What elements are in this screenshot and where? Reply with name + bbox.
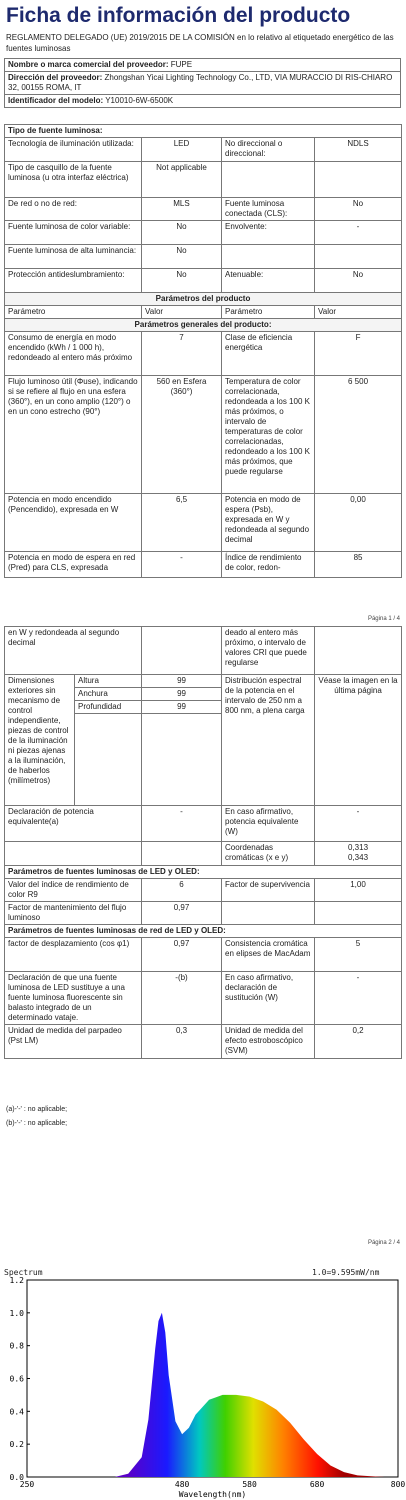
- y-tick-label: 0.6: [9, 1374, 24, 1384]
- cell: -(b): [142, 972, 222, 1025]
- supplier-table: [4, 58, 401, 108]
- cell: factor de desplazamiento (cos φ1): [5, 938, 142, 972]
- general-heading: Parámetros generales del producto:: [5, 319, 402, 332]
- chart-title: Spectrum: [4, 1268, 43, 1277]
- equiv-label: Declaración de potencia equivalente(a): [5, 806, 142, 842]
- cell: Factor de supervivencia: [222, 879, 315, 902]
- footnote-a: (a)-'-' : no aplicable;: [6, 1106, 68, 1113]
- cell: Factor de mantenimiento del flujo luminoso: [5, 902, 142, 925]
- cell: Fuente luminosa de color variable:: [5, 221, 142, 245]
- params-cont-table: [4, 626, 402, 1059]
- cell: Clase de eficiencia energética: [222, 332, 315, 376]
- address-label: Dirección del proveedor:: [8, 73, 103, 82]
- x-tick-label: 480: [174, 1480, 190, 1489]
- spd-value: Véase la imagen en la última página: [315, 675, 402, 806]
- cell: 6: [142, 879, 222, 902]
- dim-value: 99: [142, 688, 222, 701]
- y-tick-label: 1.2: [9, 1276, 24, 1285]
- spectrum-area: [115, 1313, 385, 1477]
- chart-annotation: 1.0=9.595mW/nm: [312, 1268, 380, 1277]
- cell: Consistencia cromática en elipses de MacAdam: [222, 938, 315, 972]
- cell: -: [315, 221, 402, 245]
- cell: No: [142, 245, 222, 269]
- cell: No: [315, 269, 402, 293]
- equiv-w-value: -: [315, 806, 402, 842]
- cell: Fuente luminosa conectada (CLS):: [222, 198, 315, 221]
- x-tick-label: 680: [309, 1480, 325, 1489]
- cell: LED: [142, 138, 222, 162]
- cell: 1,00: [315, 879, 402, 902]
- cell: Atenuable:: [222, 269, 315, 293]
- dim-value: 99: [142, 701, 222, 714]
- led-heading: Parámetros de fuentes luminosas de LED y OLED:: [5, 866, 402, 879]
- cell: 560 en Esfera (360°): [142, 376, 222, 494]
- footnote-b: (b)-'-' : no aplicable;: [6, 1120, 68, 1127]
- cell: Protección antideslumbramiento:: [5, 269, 142, 293]
- cell: [222, 245, 315, 269]
- page-title: Ficha de información del producto: [6, 4, 351, 27]
- cell: No: [142, 269, 222, 293]
- source-type-heading: Tipo de fuente luminosa:: [5, 125, 402, 138]
- red-heading: Parámetros de fuentes luminosas de red de LED y OLED:: [5, 925, 402, 938]
- x-tick-label: 250: [19, 1480, 35, 1489]
- source-type-table: [4, 124, 402, 578]
- dim-label: Altura: [75, 675, 142, 688]
- cell: -: [315, 972, 402, 1025]
- cell: Temperatura de color correlacionada, redondeada a los 100 K más próximos, o intervalo de temperaturas de color correlacionadas, redondeado a los 100 K más próximos, que puede regularse: [222, 376, 315, 494]
- col-value: Valor: [142, 306, 222, 319]
- cell: 0,00: [315, 494, 402, 552]
- cell: Declaración de que una fuente luminosa de LED sustituye a una fuente luminosa fluorescente sin balasto integrado de un determinado vataje.: [5, 972, 142, 1025]
- x-tick-label: 580: [242, 1480, 257, 1489]
- cell: Potencia en modo encendido (Pencendido), expresada en W: [5, 494, 142, 552]
- cell: Unidad de medida del parpadeo (Pst LM): [5, 1025, 142, 1059]
- cell: 7: [142, 332, 222, 376]
- cell: F: [315, 332, 402, 376]
- col-value: Valor: [315, 306, 402, 319]
- cell: [315, 627, 402, 675]
- y-tick-label: 0.8: [9, 1341, 24, 1351]
- spd-label: Distribución espectral de la potencia en el intervalo de 250 nm a 800 nm, a plena carga: [222, 675, 315, 806]
- cell: Fuente luminosa de alta luminancia:: [5, 245, 142, 269]
- brand-label: Nombre o marca comercial del proveedor:: [8, 60, 169, 69]
- cell: Índice de rendimiento de color, redon-: [222, 552, 315, 578]
- cell: 6,5: [142, 494, 222, 552]
- col-param: Parámetro: [222, 306, 315, 319]
- cell: 6 500: [315, 376, 402, 494]
- cell: 0,97: [142, 938, 222, 972]
- cell: Not applicable: [142, 162, 222, 198]
- cell: [222, 162, 315, 198]
- cell: 0,3: [142, 1025, 222, 1059]
- cell: -: [142, 552, 222, 578]
- cell: No: [142, 221, 222, 245]
- y-tick-label: 0.4: [9, 1407, 24, 1417]
- cell: [315, 162, 402, 198]
- address-value: Zhongshan Yicai Lighting Technology Co., LTD, VIA MURACCIO DI RIS-CHIARO 32, 00155 ROMA, IT: [8, 73, 393, 92]
- x-tick-label: 800: [390, 1480, 406, 1489]
- cell: De red o no de red:: [5, 198, 142, 221]
- dim-label: Profundidad: [75, 701, 142, 714]
- model-label: Identificador del modelo:: [8, 96, 104, 105]
- cell: en W y redondeada al segundo decimal: [5, 627, 142, 675]
- cell: 0,2: [315, 1025, 402, 1059]
- page-number-1: Página 1 / 4: [367, 616, 400, 622]
- cell: 0,97: [142, 902, 222, 925]
- cell: NDLS: [315, 138, 402, 162]
- cell: En caso afirmativo, declaración de sustitución (W): [222, 972, 315, 1025]
- coords-label: Coordenadas cromáticas (x e y): [222, 842, 315, 866]
- cell: Envolvente:: [222, 221, 315, 245]
- regulation-subtitle: REGLAMENTO DELEGADO (UE) 2019/2015 DE LA COMISIÓN en lo relativo al etiquetado energético de las fuentes luminosas: [6, 33, 394, 53]
- cell: 85: [315, 552, 402, 578]
- coords-value: 0,313 0,343: [315, 842, 402, 866]
- brand-value: FUPE: [170, 60, 193, 69]
- equiv-w-label: En caso afirmativo, potencia equivalente (W): [222, 806, 315, 842]
- page-number-2: Página 2 / 4: [367, 1240, 400, 1246]
- model-value: Y10010-6W-6500K: [105, 96, 174, 105]
- cell: Potencia en modo de espera (Psb), expresada en W y redondeada al segundo decimal: [222, 494, 315, 552]
- cell: Potencia en modo de espera en red (Pred) para CLS, expresada: [5, 552, 142, 578]
- y-tick-label: 0.0: [9, 1473, 24, 1482]
- cell: deado al entero más próximo, o intervalo de valores CRI que puede regularse: [222, 627, 315, 675]
- cell: Flujo luminoso útil (Φuse), indicando si se refiere al flujo en una esfera (360°), en un cono amplio (120°) o en un cono estrecho (90°): [5, 376, 142, 494]
- cell: No: [315, 198, 402, 221]
- cell: No direccional o direccional:: [222, 138, 315, 162]
- x-axis-label: Wavelength(nm): [178, 1490, 247, 1499]
- cell: [315, 245, 402, 269]
- equiv-value: -: [142, 806, 222, 842]
- cell: 5: [315, 938, 402, 972]
- dims-label: Dimensiones exteriores sin mecanismo de control independiente, piezas de control de la iluminación ni piezas ajenas a la iluminación, de haberlos (milímetros): [5, 675, 75, 806]
- cell: Tecnología de iluminación utilizada:: [5, 138, 142, 162]
- cell: MLS: [142, 198, 222, 221]
- spectrum-chart: [0, 1275, 406, 1500]
- y-tick-label: 1.0: [9, 1308, 24, 1318]
- col-param: Parámetro: [5, 306, 142, 319]
- dim-value: 99: [142, 675, 222, 688]
- cell: Unidad de medida del efecto estroboscópico (SVM): [222, 1025, 315, 1059]
- cell: Consumo de energía en modo encendido (kWh / 1 000 h), redondeado al entero más próximo: [5, 332, 142, 376]
- y-tick-label: 0.2: [9, 1440, 24, 1450]
- cell: Valor del índice de rendimiento de color R9: [5, 879, 142, 902]
- dim-label: Anchura: [75, 688, 142, 701]
- cell: [142, 627, 222, 675]
- params-heading: Parámetros del producto: [5, 293, 402, 306]
- cell: Tipo de casquillo de la fuente luminosa (u otra interfaz eléctrica): [5, 162, 142, 198]
